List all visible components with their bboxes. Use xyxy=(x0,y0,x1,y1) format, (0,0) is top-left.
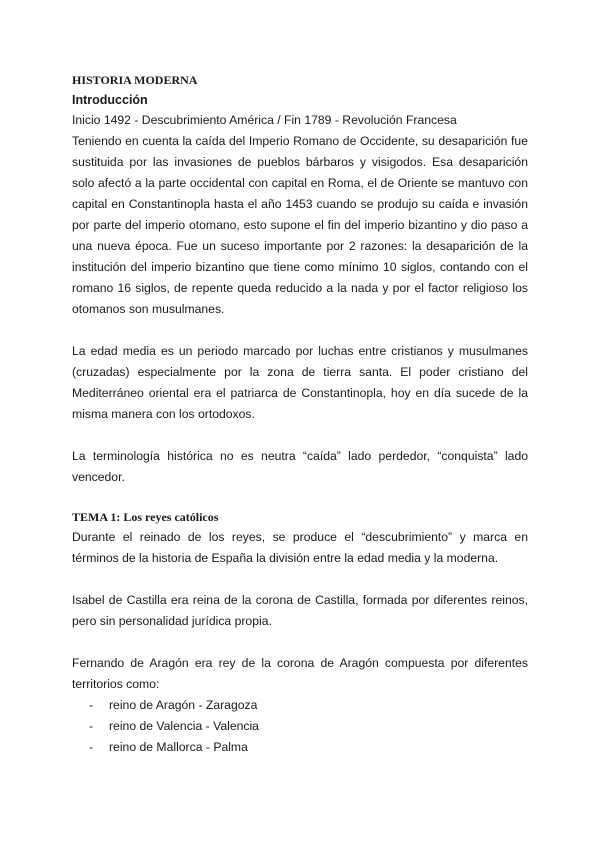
section-heading-introduccion: Introducción xyxy=(72,93,148,107)
list-bullet: - xyxy=(89,698,94,712)
list-item-text: reino de Valencia - Valencia xyxy=(109,719,259,733)
paragraph: Teniendo en cuenta la caída del Imperio Romano de Occidente, su desaparición fue sustituida por las invasiones de pueblos bárbaros y visigodos. Esa desaparición solo afectó a la parte occidental con capital en Roma, el de Oriente se mantuvo con capital en Constantinopla hasta el año 1453 cuando se produjo su caída e invasión por parte del imperio otomano, esto supone el fin del imperio bizantino y dio paso a una nueva época. Fue un suceso importante por 2 razones: la desaparición de la institución del imperio bizantino que tiene como mínimo 10 siglos, contando con el romano 16 siglos, de repente queda reducido a la nada y por el factor religioso los otomanos son musulmanes. xyxy=(72,134,528,316)
list-item xyxy=(72,716,528,737)
list-bullet: - xyxy=(89,719,94,733)
paragraph: La edad media es un periodo marcado por luchas entre cristianos y musulmanes (cruzadas) especialmente por la zona de tierra santa. El poder cristiano del Mediterráneo oriental era el patriarca de Constantinopla, hoy en día sucede de la misma manera con los ortodoxos. xyxy=(72,344,528,421)
paragraph: La terminología histórica no es neutra “caída” lado perdedor, “conquista” lado vencedor. xyxy=(72,449,528,484)
section-heading-tema-1: TEMA 1: Los reyes católicos xyxy=(72,510,219,524)
territory-list xyxy=(72,695,528,758)
intro-subtitle: Inicio 1492 - Descubrimiento América / Fin 1789 - Revolución Francesa xyxy=(72,113,457,127)
document-title: HISTORIA MODERNA xyxy=(72,73,198,87)
list-item xyxy=(72,737,528,758)
paragraph: Isabel de Castilla era reina de la corona de Castilla, formada por diferentes reinos, pero sin personalidad jurídica propia. xyxy=(72,593,528,628)
list-bullet: - xyxy=(89,740,94,754)
paragraph: Fernando de Aragón era rey de la corona de Aragón compuesta por diferentes territorios como: xyxy=(72,656,528,691)
list-item-text: reino de Aragón - Zaragoza xyxy=(109,698,258,712)
list-item xyxy=(72,695,528,716)
document-page xyxy=(72,70,528,758)
paragraph: Durante el reinado de los reyes, se produce el “descubrimiento” y marca en términos de la historia de España la división entre la edad media y la moderna. xyxy=(72,530,528,565)
list-item-text: reino de Mallorca - Palma xyxy=(109,740,248,754)
